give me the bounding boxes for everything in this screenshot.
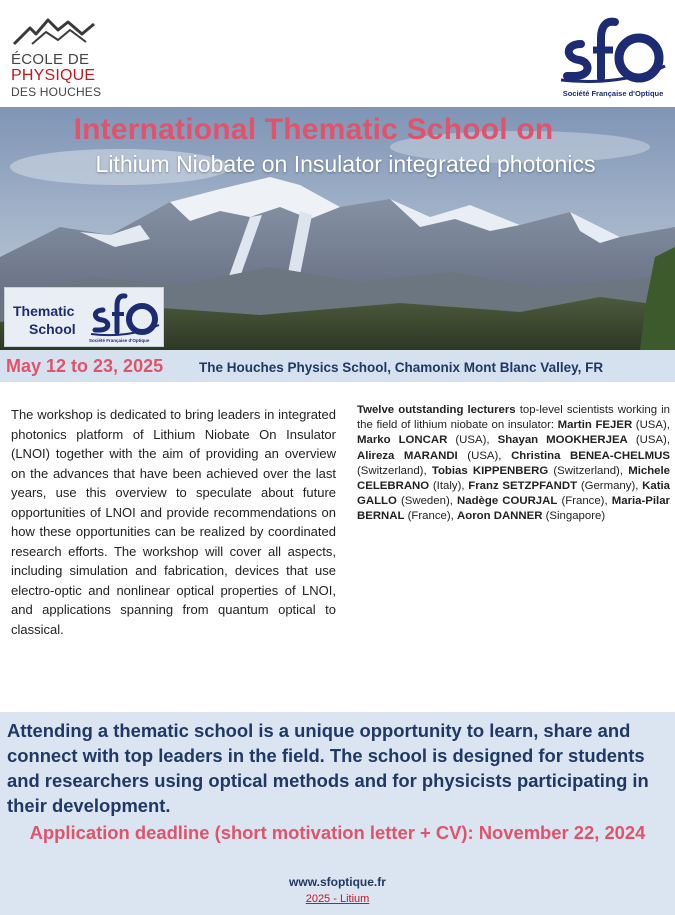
mountain-icon [12,14,96,48]
badge-word-2: School [29,321,76,337]
sfo-logo [557,14,669,100]
lecturer-country: (Italy), [432,480,465,493]
ecole-physique-logo [8,14,118,104]
lecturer-name: Maria-Pilar BERNAL [357,495,670,523]
lecturer-name: Tobias KIPPENBERG [431,464,549,477]
lecturer-country: (Sweden), [400,495,453,508]
lecturer-name: Katia GALLO [357,480,670,508]
lecturer-country: (USA), [635,419,670,432]
lecturer-country: (USA), [455,434,490,447]
opportunity-paragraph: Attending a thematic school is a unique opportunity to learn, share and connect with top leaders in the field. The school is designed for students and researchers using optical methods and for physicists participating in their development. [7,720,649,816]
call-to-action-panel [0,712,675,915]
lecturers-intro-bold: Twelve outstanding lecturers [357,404,516,416]
badge-caption: Société Française d'Optique [89,338,150,343]
lecturer-country: (France), [561,495,608,508]
banner-subtitle: Lithium Niobate on Insulator integrated photonics [95,151,596,177]
banner-title: International Thematic School on [73,113,554,146]
workshop-description: The workshop is dedicated to bring leaders in integrated photonics platform of Lithium Niobate On Insulator (LNOI) together with the aim of providing an overview on the advances that have been achieved over the last years, use this overview to speculate about future opportunities of LNOI and provide recommendations on how these opportunities can be realized by coordinated research efforts. The workshop will cover all aspects, including simulation and fabrication, devices that use electro-optic and nonlinear optical properties of LNOI, and applications spanning from quantum optical to classical. [11,407,336,637]
event-date: May 12 to 23, 2025 [6,356,164,376]
badge-word-1: Thematic [13,303,75,319]
thematic-school-badge [4,287,164,347]
lecturer-country: (Switzerland), [357,464,427,477]
lecturer-list [357,419,670,522]
application-deadline: Application deadline (short motivation letter + CV): November 22, 2024 [29,822,646,843]
sfo-badge-icon [89,292,161,338]
lecturer-name: Nadège COURJAL [457,495,558,508]
lecturer-country: (France), [407,510,454,523]
event-venue: The Houches Physics School, Chamonix Mont Blanc Valley, FR [199,360,604,375]
sfo-logo-caption: Société Française d'Optique [562,89,664,98]
lecturer-name: Franz SETZPFANDT [468,480,578,493]
lecturer-name: Aoron DANNER [457,510,543,523]
date-venue-bar [0,350,675,382]
lecturer-country: (Singapore) [545,510,606,523]
lecturer-country: (USA), [467,449,502,462]
hero-banner [0,107,675,350]
lecturers-intro-text: top-level scientists working in the field of lithium niobate on insulator: [357,404,671,432]
footer-link[interactable]: 2025 - Litium [305,893,370,905]
lecturer-name: Michele CELEBRANO [357,464,670,493]
lecturer-name: Shayan MOOKHERJEA [497,434,628,447]
logo-line-2: PHYSIQUE [11,67,96,84]
lecturer-country: (USA), [635,434,671,447]
lecturer-country: (Switzerland), [553,464,624,477]
lecturer-country: (Germany), [580,480,639,493]
lecturer-name: Christina BENEA-CHELMUS [511,449,670,462]
logo-line-1: ÉCOLE DE [11,51,90,68]
lecturers-section [357,403,670,525]
logo-line-3: DES HOUCHES [11,85,102,99]
lecturer-name: Marko LONCAR [357,434,448,447]
website-link[interactable]: www.sfoptique.fr [289,875,386,889]
lecturer-name: Martin FEJER [557,419,633,432]
lecturer-name: Alireza MARANDI [357,449,458,462]
sfo-monogram-icon [557,14,669,88]
